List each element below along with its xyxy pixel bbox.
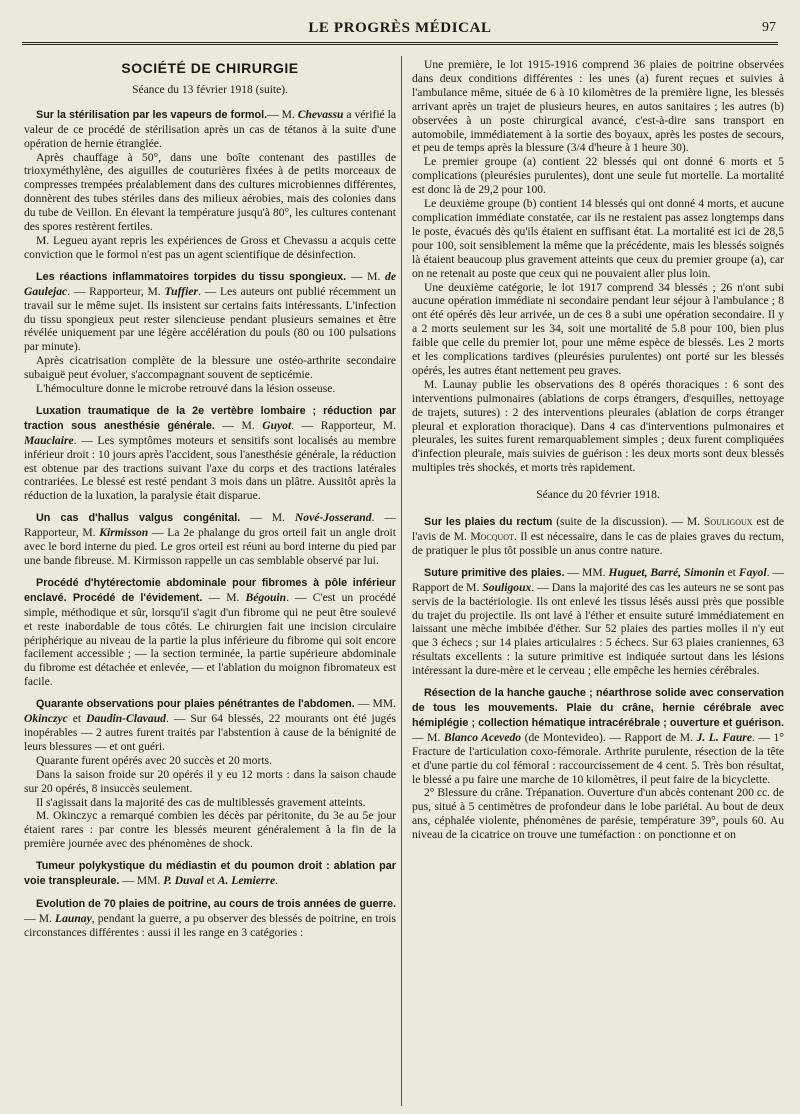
article-paragraph: Procédé d'hytérectomie abdominale pour fibromes à pôle inférieur enclavé. Procédé de l'évidement. — M. Bégouin. — C'est un procédé simple, méthodique et sûr, lorsqu'il s'agit d'un fibrome qui ne peut être soulevé et reste inabordable de tous côtés. Le chirurgien fait une incision circulaire périphérique au niveau de la partie la plus inférieure du fibrome qui soit encore facilement accessible ; — la section terminée, la partie supérieure abdominale du fibrome est détachée et enlevée, — et l'ablation du moignon fibromateux est facile.	[24, 576, 396, 689]
article-paragraph: M. Launay publie les observations des 8 opérés thoraciques : 6 sont des interventions pulmonaires (ablations de corps étrangers, d'esquilles, nettoyage de trajets, sutures) : 2 des interventions pleurales (ablation de corps étranger pleural et exploration thoracique). Dans 4 cas d'interventions pulmonaires et pleurales, les suites furent remarquablement simples ; deux furent compliquées d'infection pleurale, mais suivies de guérison : les deux morts sont deux blessés multiples très shockés, et morts très rapidement.	[412, 377, 784, 475]
author-name: Mocquot	[470, 530, 514, 543]
author-name: Huguet, Barré, Simonin	[608, 565, 725, 579]
author-name: Launay	[55, 911, 92, 925]
journal-title: LE PROGRÈS MÉDICAL	[308, 20, 492, 36]
article-paragraph: Il s'agissait dans la majorité des cas de multiblessés gravement atteints.	[36, 795, 366, 809]
article-title: Un cas d'hallus valgus congénital.	[36, 512, 241, 525]
article-title: Tumeur polykystique du médiastin et du poumon droit : ablation par voie transpleurale.	[24, 860, 396, 888]
article-paragraph: M. Okinczyc a remarqué combien les décès par péritonite, du 3e au 5e jour étaient rares : par contre les blessés meurent généralement à la fin de la première journée avec des phénomènes de shock.	[24, 809, 396, 851]
article-paragraph: Sur la stérilisation par les vapeurs de formol.— M. Chevassu a vérifié la valeur de ce procédé de stérilisation après un cas de tétanos à la suite d'une opération de hernie étranglée.	[24, 107, 396, 150]
author-name: Daudin-Clavaud	[86, 712, 166, 726]
section-heading: SOCIÉTÉ DE CHIRURGIE	[121, 60, 299, 76]
page-header	[22, 16, 778, 45]
article-paragraph: Luxation traumatique de la 2e vertèbre lombaire ; réduction par traction sous anesthésie générale. — M. Guyot. — Rapporteur, M. Mauclaire. — Les symptômes moteurs et sensitifs sont localisés au membre inférieur droit : 10 jours après l'accident, sous l'anesthésie générale, la réduction est obtenue par des tractions suivant l'axe du corps et des tractions latérales contrariées. Le blessé est resté pendant 3 mois dans un plâtre. Aussitôt après la réduction de la luxation, la paralysie était disparue.	[24, 404, 396, 503]
author-name: Fayol	[738, 565, 767, 579]
article-title: Sur les plaies du rectum	[424, 516, 553, 529]
article-paragraph: Une première, le lot 1915-1916 comprend 36 plaies de poitrine observées dans deux conditions différentes : les unes (a) furent reçues et suivies à l'ambulance même, située de 6 à 10 kilomètres de la première ligne, les blessés arrivant après un trajet de plusieurs heures, en autos sanitaires ; les autres (b) observées à un poste chirurgical avancé, c'est-à-dire sans transport en automobile, immédiatement à la sortie des boyaux, après les postes de secours, et peu de temps après la blessure (3/4 d'heure à 1 heure 30).	[412, 58, 784, 155]
rapporteur-name: Tuffier	[164, 284, 199, 298]
article-paragraph: Quarante observations pour plaies pénétrantes de l'abdomen. — MM. Okinczyc et Daudin-Clavaud. — Sur 64 blessés, 22 mourants ont été jugés inopérables — 2 autres furent traités par l'abstention à cause de la bénignité de leurs blessures — et ont guéri.	[24, 697, 396, 753]
page-number: 97	[762, 20, 776, 35]
article-paragraph: Tumeur polykystique du médiastin et du poumon droit : ablation par voie transpleurale. — MM. P. Duval et A. Lemierre.	[24, 860, 396, 888]
author-name: Bégouin	[245, 590, 287, 604]
rapporteur-name: Kirmisson	[99, 526, 149, 540]
author-name: Nové-Josserand	[294, 511, 372, 525]
article-paragraph: Le premier groupe (a) contient 22 blessés qui ont donné 6 morts et 5 complications (pleurésies purulentes), dont une seule fut mortelle. La mortalité est donc là de 29,2 pour 100.	[412, 155, 784, 197]
author-name: Blanco Acevedo	[443, 730, 522, 744]
session-date: Séance du 13 février 1918 (suite).	[132, 83, 288, 96]
article-paragraph: Après chauffage à 50°, dans une boîte contenant des pastilles de trioxyméthylène, des aiguilles de couturières fixées à de petits morceaux de compresses trempées préalablement dans des cultures microbiennes différentes, donnèrent des tubes stériles dans des milieux aérobies, mais des colonies dans du tube de Veillon. En élevant la température jusqu'à 80°, les cultures contenant des spores restèrent fertiles.	[24, 150, 396, 234]
article-title: Suture primitive des plaies.	[424, 566, 565, 579]
article-paragraph: Quarante furent opérés avec 20 succès et 20 morts.	[36, 753, 272, 767]
article-paragraph: Suture primitive des plaies. — MM. Huguet, Barré, Simonin et Fayol. — Rapport de M. Souligoux. — Dans la majorité des cas les auteurs ne se sont pas servis de la bactériologie. Ils ont enlevé les tissus lésés aussi près que possible du trajet du projectile. Ils ont lavé à l'éther et ensuite suturé immédiatement en laissant une mèche imbibée d'éther. Sur 52 plaies des parties molles il n'y eut que 3 échecs ; sur 14 plaies articulaires : 5 échecs. Sur 63 plaies craniennes, 63 résultats excellents : la suture primitive est indiquée surtout dans les lésions intéressant la dure-mère et le cerveau ; elle empêche les hernies cérébrales.	[412, 565, 784, 678]
article-paragraph: Une deuxième catégorie, le lot 1917 comprend 34 blessés ; 26 n'ont subi aucune opération immédiate ni secondaire pendant leur séjour à l'ambulance ; 8 ont été opérés dès leur arrivée, un de ces 8 a subi une opération secondaire. Il y a 2 morts seulement sur les 34, soit une mortalité de 5.8 pour 100, bien plus faible que celle du premier lot, pour une même espèce de blessés. Les 2 morts et les complications tardives (pleurésies purulentes) ont porté sur les blessés opérés, les autres étant nettement peu graves.	[412, 280, 784, 377]
rapporteur-name: J. L. Faure	[696, 730, 752, 744]
article-title: Les réactions inflammatoires torpides du tissu spongieux.	[36, 270, 347, 283]
left-column	[24, 58, 396, 1106]
session-date: Séance du 20 février 1918.	[536, 489, 660, 502]
article-title: Luxation traumatique de la 2e vertèbre lombaire ; réduction par traction sous anesthésie générale.	[24, 404, 396, 432]
author-name: P. Duval	[163, 874, 204, 888]
article-paragraph: Résection de la hanche gauche ; néarthrose solide avec conservation de tous les mouvements. Plaie du crâne, hernie cérébrale avec hémiplégie ; collection hématique intracérébrale ; ouverture et guérison. — M. Blanco Acevedo (de Montevideo). — Rapport de M. J. L. Faure. — 1° Fracture de l'articulation coxo-fémorale. Arthrite purulente, résection de la tête et d'une partie du col fémoral : raccourcissement de 4 cent. 5. Très bon résultat, le blessé a pu faire une marche de 10 kilomètres, il peut faire de la bicyclette.	[412, 687, 784, 786]
article-paragraph: Dans la saison froide sur 20 opérés il y eu 12 morts : dans la saison chaude sur 20 opérés, 8 insuccès seulement.	[24, 767, 396, 795]
author-name: A. Lemierre	[217, 874, 276, 888]
article-title: Quarante observations pour plaies pénétrantes de l'abdomen.	[36, 698, 355, 711]
author-name: Guyot	[262, 418, 292, 432]
article-paragraph: Evolution de 70 plaies de poitrine, au cours de trois années de guerre. — M. Launay, pendant la guerre, a pu observer des blessés de poitrine, en trois circonstances différentes : aussi il les range en 3 catégories :	[24, 897, 396, 939]
rapporteur-name: Souligoux	[482, 580, 532, 594]
article-paragraph: L'hémoculture donne le microbe retrouvé dans la lésion osseuse.	[36, 382, 336, 396]
right-column	[412, 58, 784, 1106]
article-paragraph: Sur les plaies du rectum (suite de la discussion). — M. Souligoux est de l'avis de M. Mocquot. Il est nécessaire, dans le cas de plaies graves du rectum, de pratiquer le plus tôt possible un anus contre nature.	[412, 515, 784, 557]
article-title: Résection de la hanche gauche ; néarthrose solide avec conservation de tous les mouvements. Plaie du crâne, hernie cérébrale avec hémiplégie ; collection hématique intracérébrale ; ouverture et guérison.	[412, 687, 784, 729]
article-paragraph: M. Legueu ayant repris les expériences de Gross et Chevassu a acquis cette conviction que le formol n'est pas un agent scientifique de désinfection.	[24, 233, 396, 261]
article-paragraph: Le deuxième groupe (b) contient 14 blessés qui ont donné 4 morts, et aucune complication immédiate constatée, car ils ne restaient pas assez longtemps dans le poste, évacués dès qu'ils étaient en suffisant état. La mortalité est ici de 28,5 pour 100, soit sensiblement la même que la précédente, mais les blessés soignés là étaient beaucoup plus gravement atteints que ceux du premier groupe (a), car on ne retenait au poste que ceux qui ne pouvaient aller plus loin.	[412, 197, 784, 280]
article-paragraph: Après cicatrisation complète de la blessure une ostéo-arthrite secondaire subaiguë peut évoluer, s'accompagnant souvent de septicémie.	[24, 354, 396, 382]
author-name: Chevassu	[297, 107, 344, 121]
author-name: de Gaulejac	[24, 269, 396, 298]
author-name: Souligoux	[703, 515, 753, 529]
article-paragraph: Un cas d'hallus valgus congénital. — M. Nové-Josserand. — Rapporteur, M. Kirmisson — La 2e phalange du gros orteil fait un angle droit avec le bord interne du pied. Le gros orteil est réuni au bord interne du pied par une bande fibreuse. M. Kirmisson rappelle un cas semblable observé par lui.	[24, 511, 396, 567]
article-title: Sur la stérilisation par les vapeurs de formol.	[36, 108, 268, 121]
article-title: Procédé d'hytérectomie abdominale pour fibromes à pôle inférieur enclavé. Procédé de l'évidement.	[24, 576, 396, 604]
article-paragraph: Les réactions inflammatoires torpides du tissu spongieux. — M. de Gaulejac. — Rapporteur, M. Tuffier. — Les auteurs ont publié récemment un travail sur le même sujet. Ils insistent sur certains faits intéressants. L'infection du tissu spongieux peut rester silencieuse pendant plusieurs semaines et être révélée uniquement par une légère accélération du pouls (80 ou 100 pulsations par minute).	[24, 269, 396, 354]
rapporteur-name: Mauclaire	[24, 433, 74, 447]
article-title: Evolution de 70 plaies de poitrine, au cours de trois années de guerre.	[36, 897, 396, 910]
article-paragraph: 2° Blessure du crâne. Trépanation. Ouverture d'un abcès contenant 200 cc. de pus, situé à 5 centimètres de profondeur dans le lobe pariétal. Au bout de deux ans, céphalée violente, phénomènes de parésie, température 39°, pouls 60. Au niveau de la cicatrice on trouve une tuméfaction : on ponctionne et on	[412, 786, 784, 842]
author-name: Okinczyc	[24, 712, 68, 726]
column-divider	[401, 56, 402, 1106]
